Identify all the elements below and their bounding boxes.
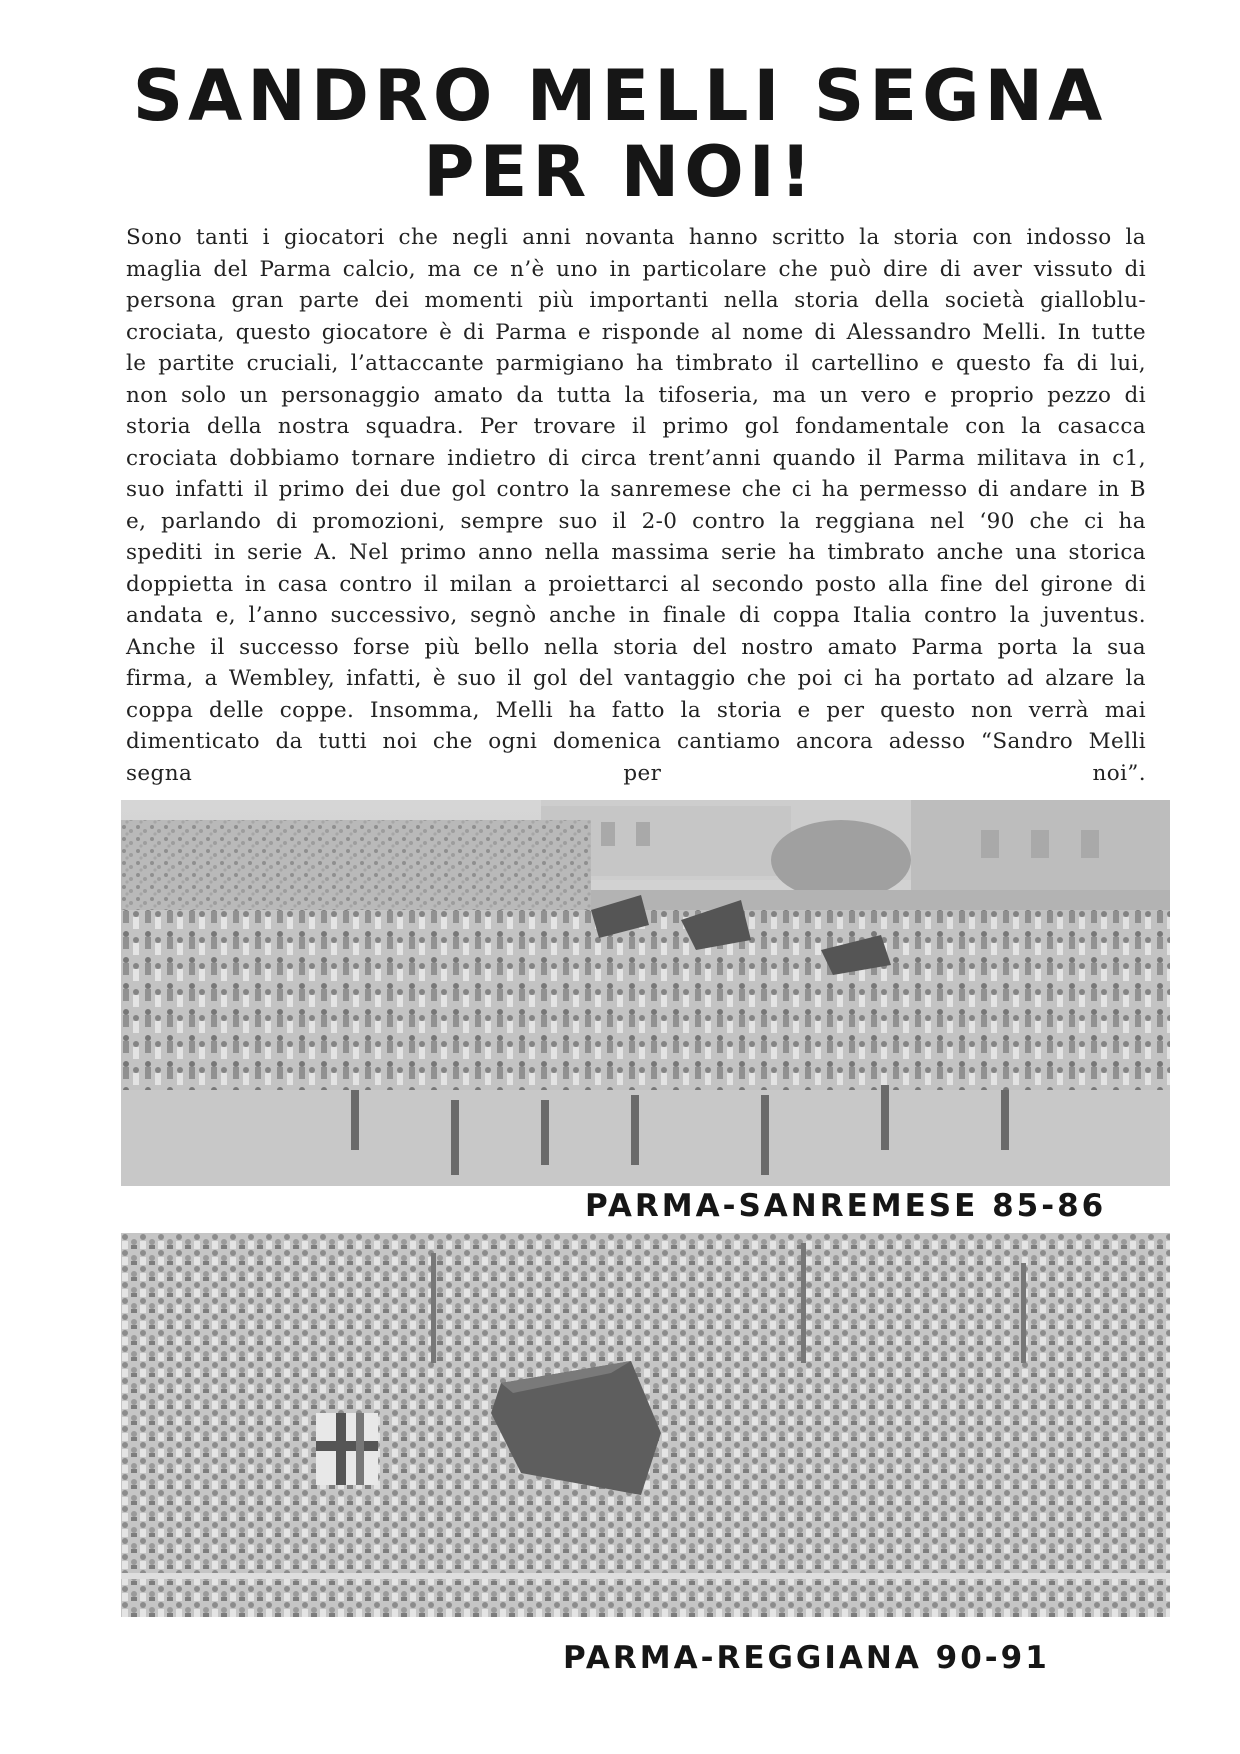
article-title <box>100 55 1140 213</box>
photo-stadium-celebration <box>121 1233 1170 1617</box>
photo-2-caption: PARMA-REGGIANA 90-91 <box>563 1640 1050 1676</box>
photo-1-caption: PARMA-SANREMESE 85-86 <box>585 1188 1107 1224</box>
title-line-2: PER NOI! <box>423 131 817 213</box>
photo-pitch-invasion <box>121 800 1170 1186</box>
photo-1-image <box>121 800 1170 1186</box>
article-body: Sono tanti i giocatori che negli anni novanta hanno scritto la storia con indosso la maglia del Parma calcio, ma ce n’è uno in particolare che può dire di aver vissuto di persona gran parte dei momenti più importanti nella storia della società gialloblu-crociata, questo giocatore è di Parma e risponde al nome di Alessandro Melli. In tutte le partite cruciali, l’attaccante parmigiano ha timbrato il cartellino e questo fa di lui, non solo un personaggio amato da tutta la tifoseria, ma un vero e proprio pezzo di storia della nostra squadra. Per trovare il primo gol fondamentale con la casacca crociata dobbiamo tornare indietro di circa trent’anni quando il Parma militava in c1, suo infatti il primo dei due gol contro la sanremese che ci ha permesso di andare in B e, parlando di promozioni, sempre suo il 2-0 contro la reggiana nel ‘90 che ci ha spediti in serie A. Nel primo anno nella massima serie ha timbrato anche una storica doppietta in casa contro il milan a proiettarci al secondo posto alla fine del girone di andata e, l’anno successivo, segnò anche in finale di coppa Italia contro la juventus. Anche il successo forse più bello nella storia del nostro amato Parma porta la sua firma, a Wembley, infatti, è suo il gol del vantaggio che poi ci ha portato ad alzare la coppa delle coppe. Insomma, Melli ha fatto la storia e per questo non verrà mai dimenticato da tutti noi che ogni domenica cantiamo ancora adesso “Sandro Melli segna per noi”. <box>126 225 1146 786</box>
photo-2-image <box>121 1233 1170 1617</box>
title-line-1: SANDRO MELLI SEGNA <box>132 55 1108 137</box>
